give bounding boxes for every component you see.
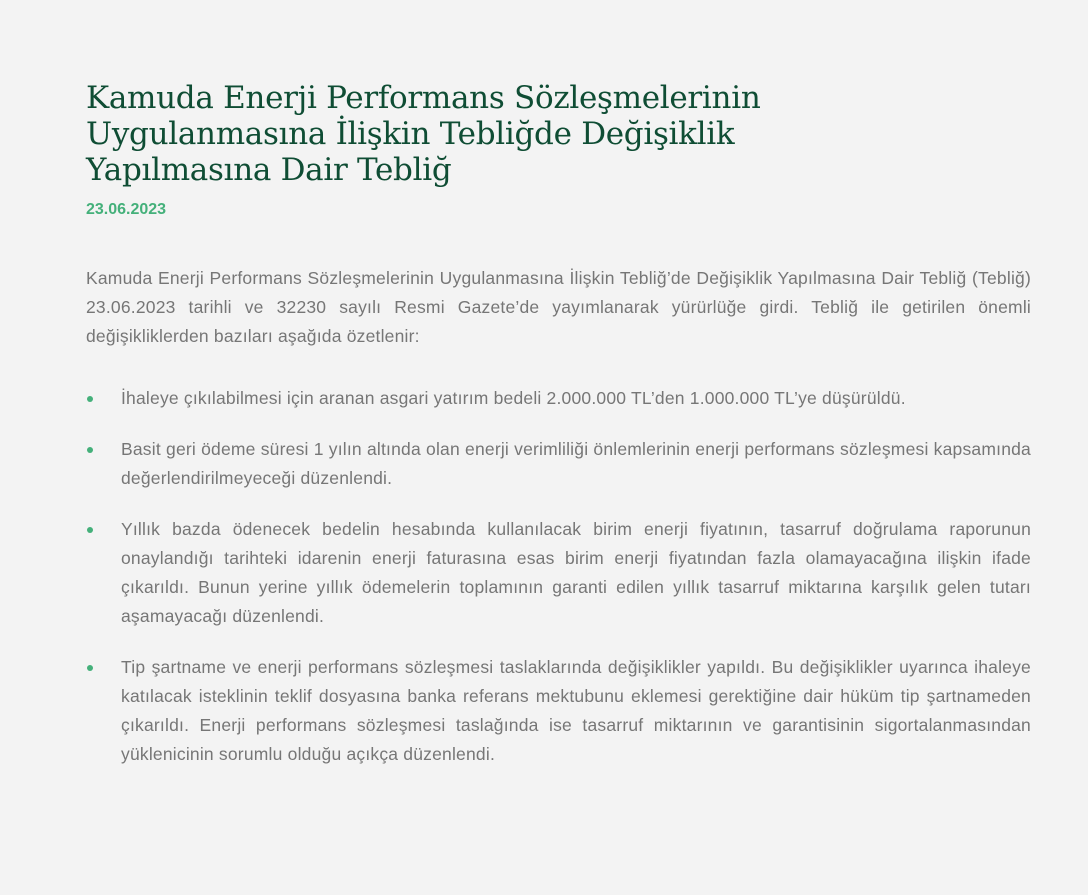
intro-paragraph: Kamuda Enerji Performans Sözleşmelerinin Uygulanmasına İlişkin Tebliğ’de Değişiklik Yapılmasına Dair Tebliğ (Tebliğ) 23.06.2023 tarihli ve 32230 sayılı Resmi Gazete’de yayımlanarak yürürlüğe girdi. Tebliğ ile getirilen önemli değişikliklerden bazıları aşağıda özetlenir: <box>86 268 1031 346</box>
bullet-dot-icon <box>87 527 93 533</box>
bullet-dot-icon <box>87 447 93 453</box>
publish-date: 23.06.2023 <box>86 201 167 218</box>
article-title: Kamuda Enerji Performans Sözleşmelerinin Uygulanmasına İlişkin Tebliğde Değişiklik Yapılmasına Dair Tebliğ <box>86 80 761 188</box>
list-item-text: Basit geri ödeme süresi 1 yılın altında olan enerji verimliliği önlemlerinin enerji performans sözleşmesi kapsamında değerlendirilmeyeceği düzenlendi. <box>121 439 1031 488</box>
summary-list <box>86 384 1031 769</box>
list-item-text: Tip şartname ve enerji performans sözleşmesi taslaklarında değişiklikler yapıldı. Bu değişiklikler uyarınca ihaleye katılacak isteklinin teklif dosyasına banka referans mektubunu eklemesi gerektiğine dair hüküm tip şartnameden çıkarıldı. Enerji performans sözleşmesi taslağında ise tasarruf miktarının ve garantisinin sigortalanmasından yüklenicinin sorumlu olduğu açıkça düzenlendi. <box>121 657 1031 764</box>
list-item <box>86 653 1031 769</box>
article <box>86 80 1031 791</box>
bullet-dot-icon <box>87 396 93 402</box>
list-item-text: Yıllık bazda ödenecek bedelin hesabında kullanılacak birim enerji fiyatının, tasarruf doğrulama raporunun onaylandığı tarihteki idarenin enerji faturasına esas birim enerji fiyatından fazla olamayacağına ilişkin ifade çıkarıldı. Bunun yerine yıllık ödemelerin toplamının garanti edilen yıllık tasarruf miktarına karşılık gelen tutarı aşamayacağı düzenlendi. <box>121 519 1031 626</box>
bullet-dot-icon <box>87 665 93 671</box>
list-item <box>86 515 1031 631</box>
list-item <box>86 435 1031 493</box>
list-item-text: İhaleye çıkılabilmesi için aranan asgari yatırım bedeli 2.000.000 TL’den 1.000.000 TL’ye düşürüldü. <box>121 388 906 408</box>
list-item <box>86 384 1031 413</box>
